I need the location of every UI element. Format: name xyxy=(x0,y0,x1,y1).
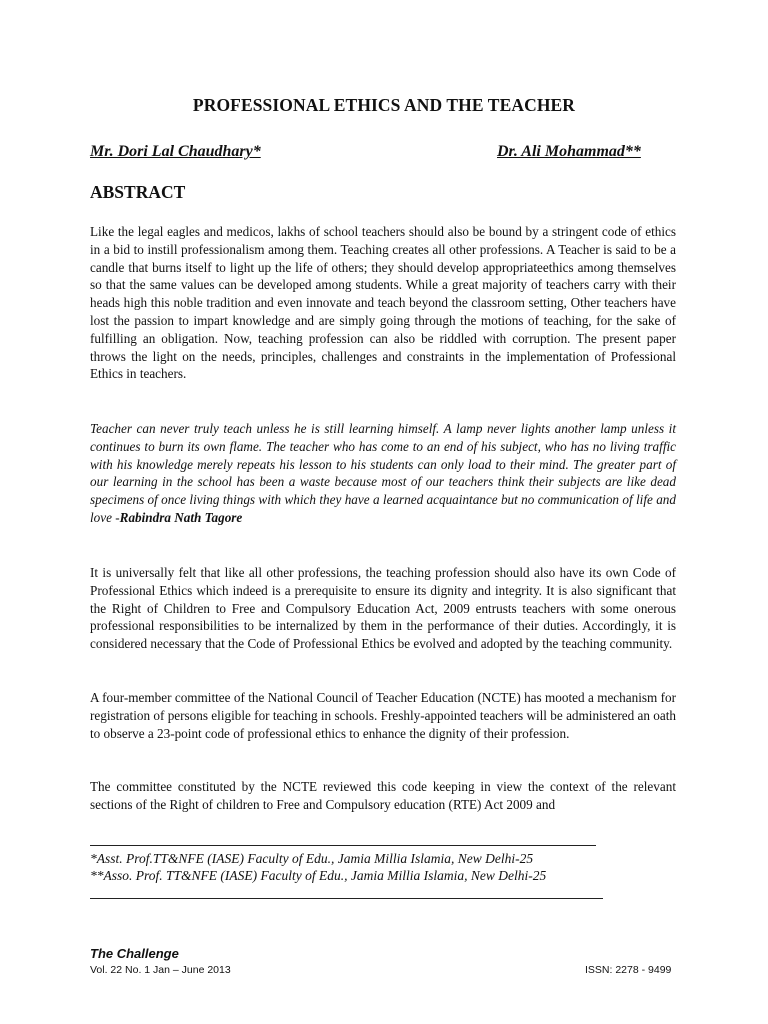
footnote-divider-bottom xyxy=(90,898,603,899)
author-2: Dr. Ali Mohammad** xyxy=(497,143,641,160)
quote-attribution: Rabindra Nath Tagore xyxy=(119,509,243,525)
footnote-author-1: *Asst. Prof.TT&NFE (IASE) Faculty of Edu., Jamia Millia Islamia, New Delhi-25 xyxy=(90,851,534,866)
author-1: Mr. Dori Lal Chaudhary* xyxy=(90,143,261,160)
abstract-heading: ABSTRACT xyxy=(90,182,186,202)
quote-text: Teacher can never truly teach unless he is still learning himself. A lamp never lights another lamp unless it continues to burn its own flame. The teacher who has come to an end of his subject, who has no living traffic with his knowledge merely repeats his lesson to his students can only load to their mind. The greater part of our learning in the school has been a waste because most of our teachers think their subjects are like dead specimens of once living things with which they have a learned acquaintance but no communication of life and love - xyxy=(90,421,676,525)
tagore-quote xyxy=(90,420,676,527)
journal-name: The Challenge xyxy=(90,946,179,961)
body-paragraph-ncte-committee: A four-member committee of the National Council of Teacher Education (NCTE) has mooted a mechanism for registration of persons eligible for teaching in schools. Freshly-appointed teachers will be administered an oath to observe a 23-point code of professional ethics to enhance the dignity of their profession. xyxy=(90,690,676,741)
journal-volume: Vol. 22 No. 1 Jan – June 2013 xyxy=(90,964,231,976)
journal-issn: ISSN: 2278 - 9499 xyxy=(585,964,672,976)
paper-title: PROFESSIONAL ETHICS AND THE TEACHER xyxy=(192,95,576,115)
footnote-author-2: **Asso. Prof. TT&NFE (IASE) Faculty of Edu., Jamia Millia Islamia, New Delhi-25 xyxy=(90,868,547,883)
body-paragraph-code-of-ethics: It is universally felt that like all other professions, the teaching profession should also have its own Code of Professional Ethics which indeed is a prerequisite to ensure its dignity and integrity. It is also significant that the Right of Children to Free and Compulsory Education Act, 2009 entrusts teachers with some onerous professional responsibilities to be internalized by them in the performance of their duties. Accordingly, it is considered necessary that the Code of Professional Ethics be evolved and adopted by the teaching community. xyxy=(90,565,676,652)
abstract-paragraph: Like the legal eagles and medicos, lakhs of school teachers should also be bound by a stringent code of ethics in a bid to instill professionalism among them. Teaching creates all other professions. A Teacher is said to be a candle that burns itself to light up the life of others; they should develop appropriateethics among themselves so that the same values can be developed among students. While a great majority of teachers carry with their heads high this noble tradition and even innovate and teach beyond the classroom setting, Other teachers have lost the passion to impart knowledge and are simply going through the motions of teaching, for the sake of fulfilling an obligation. Now, teaching profession can also be riddled with corruption. The present paper throws the light on the needs, principles, challenges and constraints in the implementation of Professional Ethics in teachers. xyxy=(90,224,676,382)
footnote-divider-top xyxy=(90,845,596,846)
body-paragraph-ncte-review: The committee constituted by the NCTE reviewed this code keeping in view the context of the relevant sections of the Right of children to Free and Compulsory education (RTE) Act 2009 and xyxy=(90,779,676,812)
